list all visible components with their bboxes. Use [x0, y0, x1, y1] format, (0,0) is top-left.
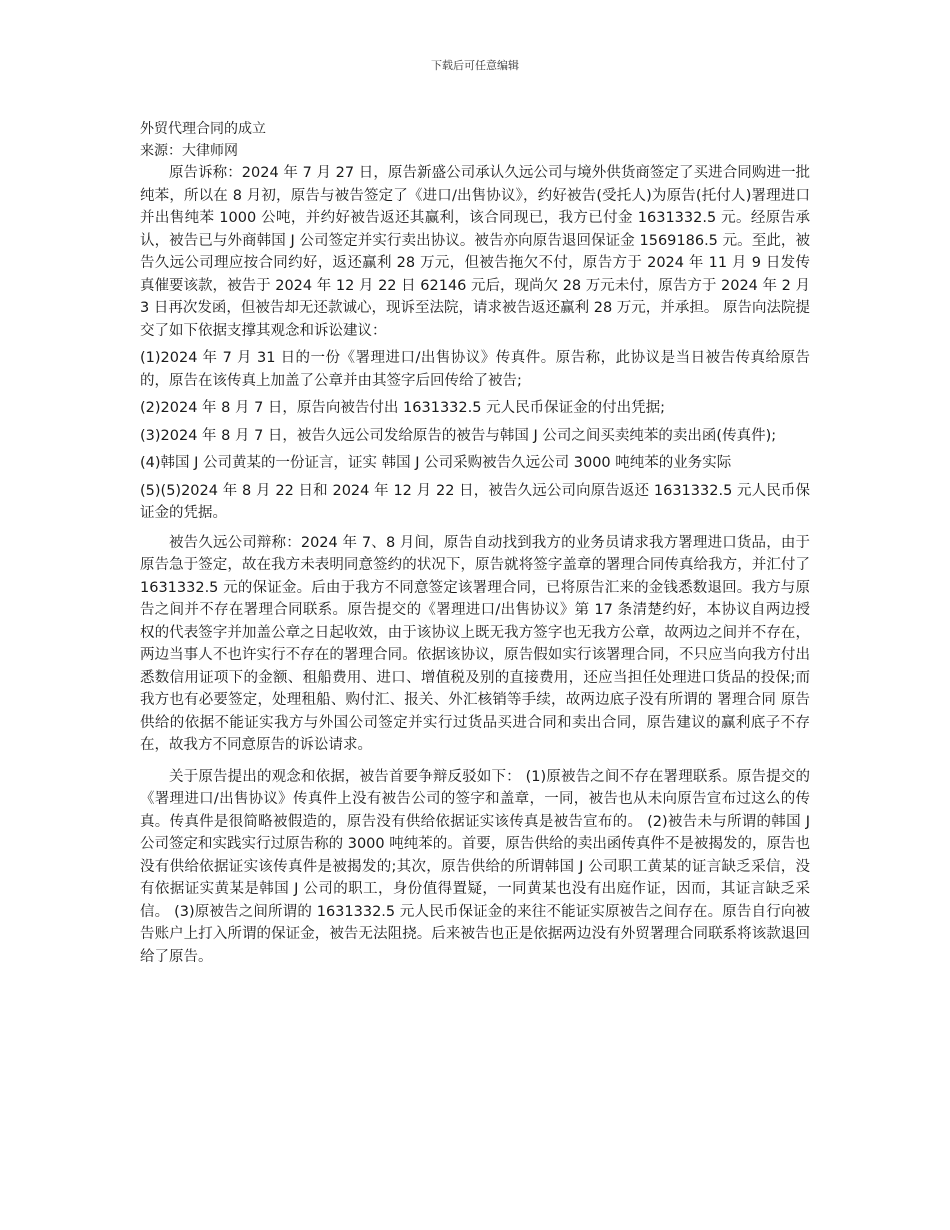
evidence-item-5: (5)(5)2024 年 8 月 22 日和 2024 年 12 月 22 日，被告久远公司向原告返还 1631332.5 元人民币保证金的凭据。 — [140, 482, 810, 521]
document-body — [140, 118, 810, 968]
document-title: 外贸代理合同的成立 — [140, 121, 266, 137]
page-header-note: 下载后可任意编辑 — [431, 59, 519, 72]
evidence-item-1: (1)2024 年 7 月 31 日的一份《署理进口/出售协议》传真件。原告称，此协议是当日被告传真给原告的，原告在该传真上加盖了公章并由其签字后回传给了被告; — [140, 350, 810, 389]
paragraph-plaintiff-claim: 原告诉称：2024 年 7 月 27 日，原告新盛公司承认久远公司与境外供货商签定了买进合同购进一批纯苯，所以在 8 月初，原告与被告签定了《进口/出售协议》，约好被告(受托人)为原告(托付人)署理进口并出售纯苯 1000 公吨，并约好被告返还其赢利，该合同现已，我方已付金 1631332.5 元。经原告承认，被告已与外商韩国 J 公司签定并实行卖出协议。被告亦向原告退回保证金 1569186.5 元。至此，被告久远公司理应按合同约好，返还赢利 28 万元，但被告拖欠不付，原告方于 2024 年 11 月 9 日发传真催要该款，被告于 2024 年 12 月 22 日 62146 元后，现尚欠 28 万元未付，原告方于 2024 年 2 月 3 日再次发函，但被告却无还款诚心，现诉至法院，请求被告返还赢利 28 万元，并承担。 原告向法院提交了如下依据支撑其观念和诉讼建议： — [140, 165, 810, 339]
document-source: 来源：大律师网 — [140, 143, 238, 159]
paragraph-defendant-rebuttal: 关于原告提出的观念和依据，被告首要争辩反驳如下： (1)原被告之间不存在署理联系。原告提交的《署理进口/出售协议》传真件上没有被告公司的签字和盖章，一同，被告也从未向原告宣布过这么的传真。传真件是很简略被假造的，原告没有供给依据证实该传真是被告宣布的。 (2)被告未与所谓的韩国 J 公司签定和实践实行过原告称的 3000 吨纯苯的。首要，原告供给的卖出函传真件不是被揭发的，原告也没有供给依据证实该传真件是被揭发的;其次，原告供给的所谓韩国 J 公司职工黄某的证言缺乏采信，没有依据证实黄某是韩国 J 公司的职工，身份值得置疑，一同黄某也没有出庭作证，因而，其证言缺乏采信。 (3)原被告之间所谓的 1631332.5 元人民币保证金的来往不能证实原被告之间存在。原告自行向被告账户上打入所谓的保证金，被告无法阻挠。后来被告也正是依据两边没有外贸署理合同联系将该款退回给了原告。 — [140, 768, 810, 965]
paragraph-defendant-defense: 被告久远公司辩称：2024 年 7、8 月间，原告自动找到我方的业务员请求我方署理进口货品，由于原告急于签定，故在我方未表明同意签约的状况下，原告就将签字盖章的署理合同传真给我方，并汇付了 1631332.5 元的保证金。后由于我方不同意签定该署理合同，已将原告汇来的金钱悉数退回。我方与原告之间并不存在署理合同联系。原告提交的《署理进口/出售协议》第 17 条清楚约好，本协议自两边授权的代表签字并加盖公章之日起收效，由于该协议上既无我方签字也无我方公章，故两边之间并不存在，两边当事人不也许实行不存在的署理合同。依据该协议，原告假如实行该署理合同，不只应当向我方付出悉数信用证项下的金额、租船费用、进口、增值税及别的直接费用，还应当担任处理进口货品的投保;而我方也有必要签定，处理租船、购付汇、报关、外汇核销等手续，故两边底子没有所谓的 署理合同 原告供给的依据不能证实我方与外国公司签定并实行过货品买进合同和卖出合同，原告建议的赢利底子不存在，故我方不同意原告的诉讼请求。 — [140, 534, 810, 753]
evidence-item-2: (2)2024 年 8 月 7 日，原告向被告付出 1631332.5 元人民币保证金的付出凭据; — [140, 400, 665, 416]
evidence-item-4: (4)韩国 J 公司黄某的一份证言，证实 韩国 J 公司采购被告久远公司 3000 吨纯苯的业务实际 — [140, 455, 732, 471]
evidence-item-3: (3)2024 年 8 月 7 日，被告久远公司发给原告的被告与韩国 J 公司之间买卖纯苯的卖出函(传真件); — [140, 427, 777, 444]
